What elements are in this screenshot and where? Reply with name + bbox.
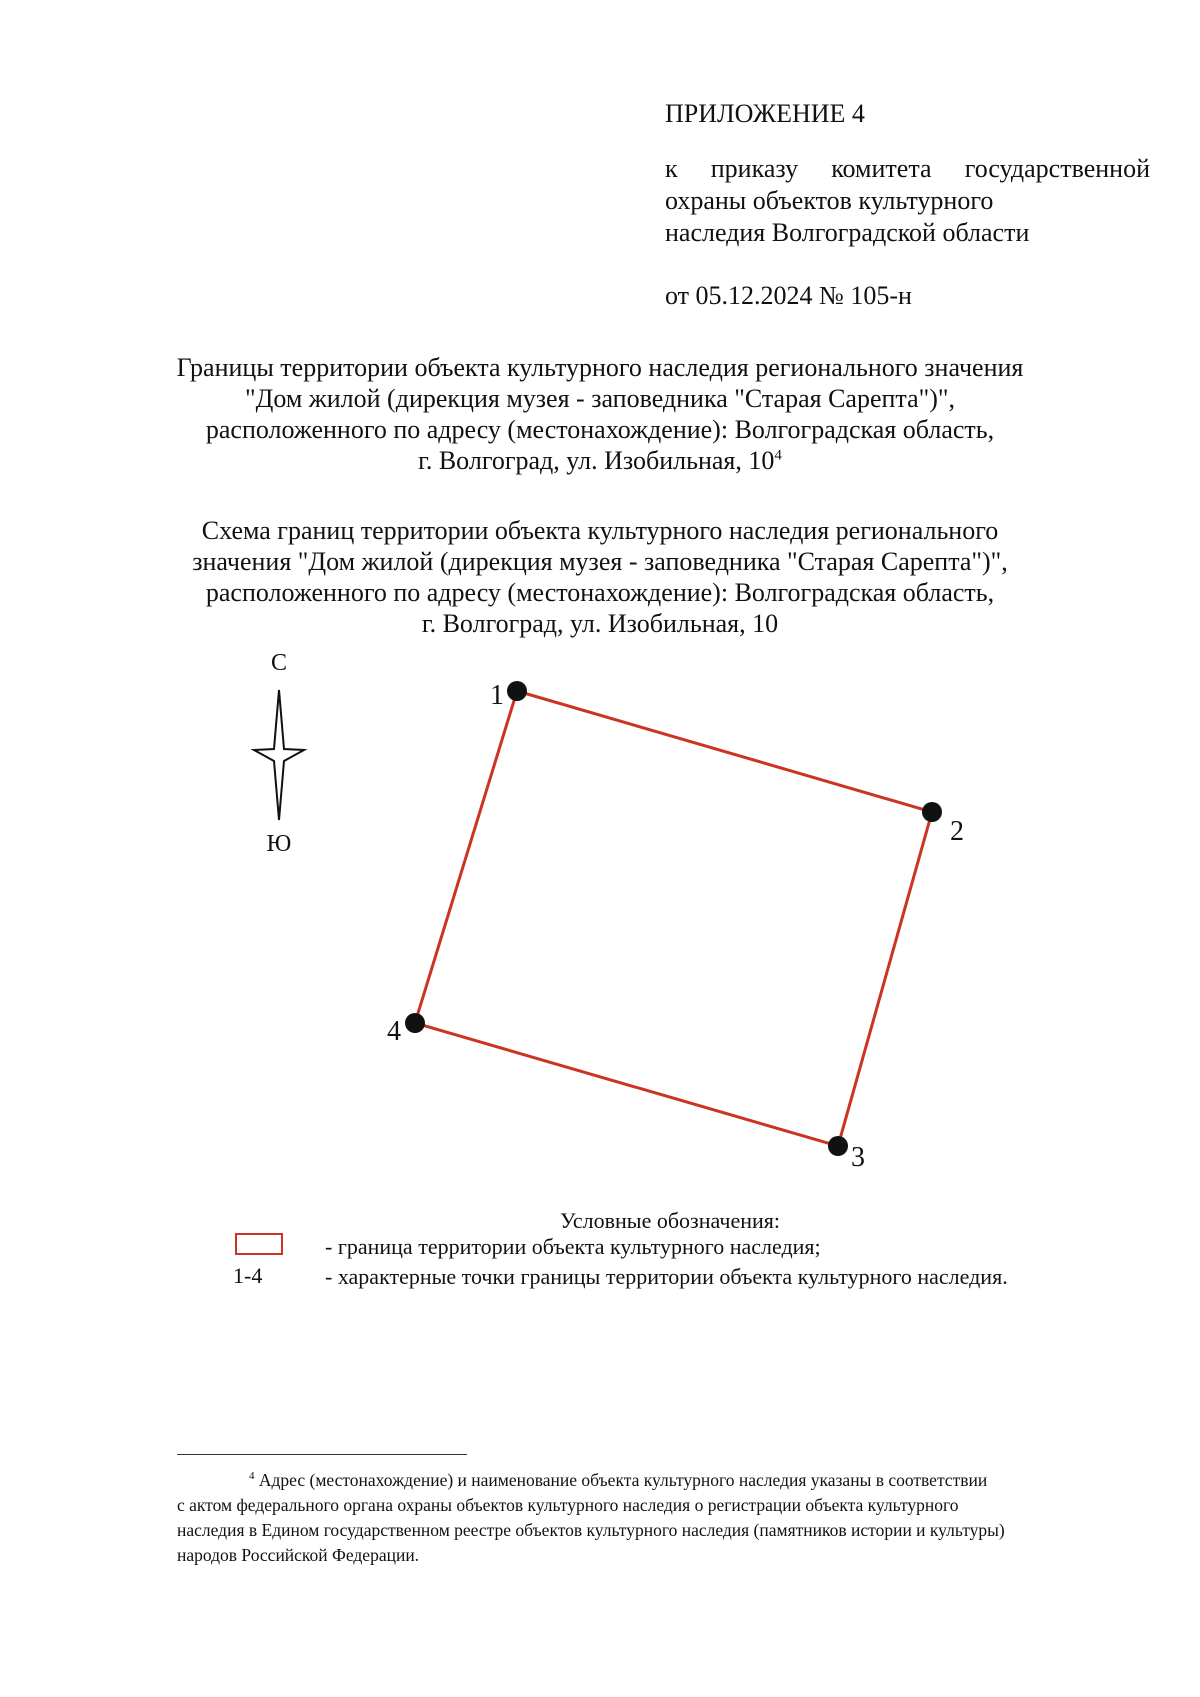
footnote-line: с актом федерального органа охраны объектов культурного наследия о регистрации объекта культурного (177, 1495, 959, 1515)
order-line: к приказу комитета государственной (665, 154, 1150, 183)
heading-line: "Дом жилой (дирекция музея - заповедника "Старая Сарепта")", (244, 384, 956, 413)
legend-points-text: - характерные точки границы территории объекта культурного наследия. (325, 1264, 1008, 1289)
heading-line: Схема границ территории объекта культурного наследия регионального (201, 516, 999, 545)
order-date: от 05.12.2024 № 105-н (665, 281, 912, 310)
heading-line: расположенного по адресу (местонахождение): Волгоградская область, (205, 415, 995, 444)
compass-south-label: Ю (266, 831, 292, 857)
legend-boundary-text: - граница территории объекта культурного наследия; (325, 1234, 821, 1259)
boundary-point-label: 3 (851, 1142, 865, 1173)
territory-boundary (415, 691, 932, 1146)
footnote-line: народов Российской Федерации. (177, 1545, 420, 1565)
heading-address: г. Волгоград, ул. Изобильная, 10 (418, 446, 775, 475)
footnote-reference[interactable]: 4 (774, 447, 782, 464)
legend-points-label: 1-4 (233, 1263, 263, 1288)
footnote-line: Адрес (местонахождение) и наименование объекта культурного наследия указаны в соответствии (258, 1470, 988, 1490)
boundary-point-2 (922, 802, 942, 822)
boundary-point-label: 2 (950, 816, 964, 847)
heading-line: значения "Дом жилой (дирекция музея - заповедника "Старая Сарепта")", (192, 547, 1008, 576)
heading-line: расположенного по адресу (местонахождение): Волгоградская область, (205, 578, 995, 607)
boundary-point-4 (405, 1013, 425, 1033)
footnote-divider (177, 1454, 467, 1455)
heading-line: г. Волгоград, ул. Изобильная, 10 (421, 609, 779, 638)
attachment-title: ПРИЛОЖЕНИЕ 4 (665, 99, 865, 128)
footnote-mark: 4 (249, 1470, 255, 1483)
legend-title: Условные обозначения: (559, 1208, 781, 1233)
footnote-line: наследия в Едином государственном реестре объектов культурного наследия (памятников истории и культуры) (177, 1520, 1005, 1540)
compass-north-label: С (270, 650, 288, 676)
order-line: охраны объектов культурного (665, 186, 994, 215)
heading-line: Границы территории объекта культурного наследия регионального значения (176, 353, 1024, 382)
footnote (177, 1468, 1145, 1568)
boundary-point-label: 1 (490, 680, 504, 711)
legend-boundary-symbol (235, 1233, 283, 1255)
boundary-point-1 (507, 681, 527, 701)
boundary-point-label: 4 (387, 1016, 401, 1047)
boundary-point-3 (828, 1136, 848, 1156)
compass-rose-icon (254, 650, 304, 857)
order-line: наследия Волгоградской области (665, 218, 1030, 247)
